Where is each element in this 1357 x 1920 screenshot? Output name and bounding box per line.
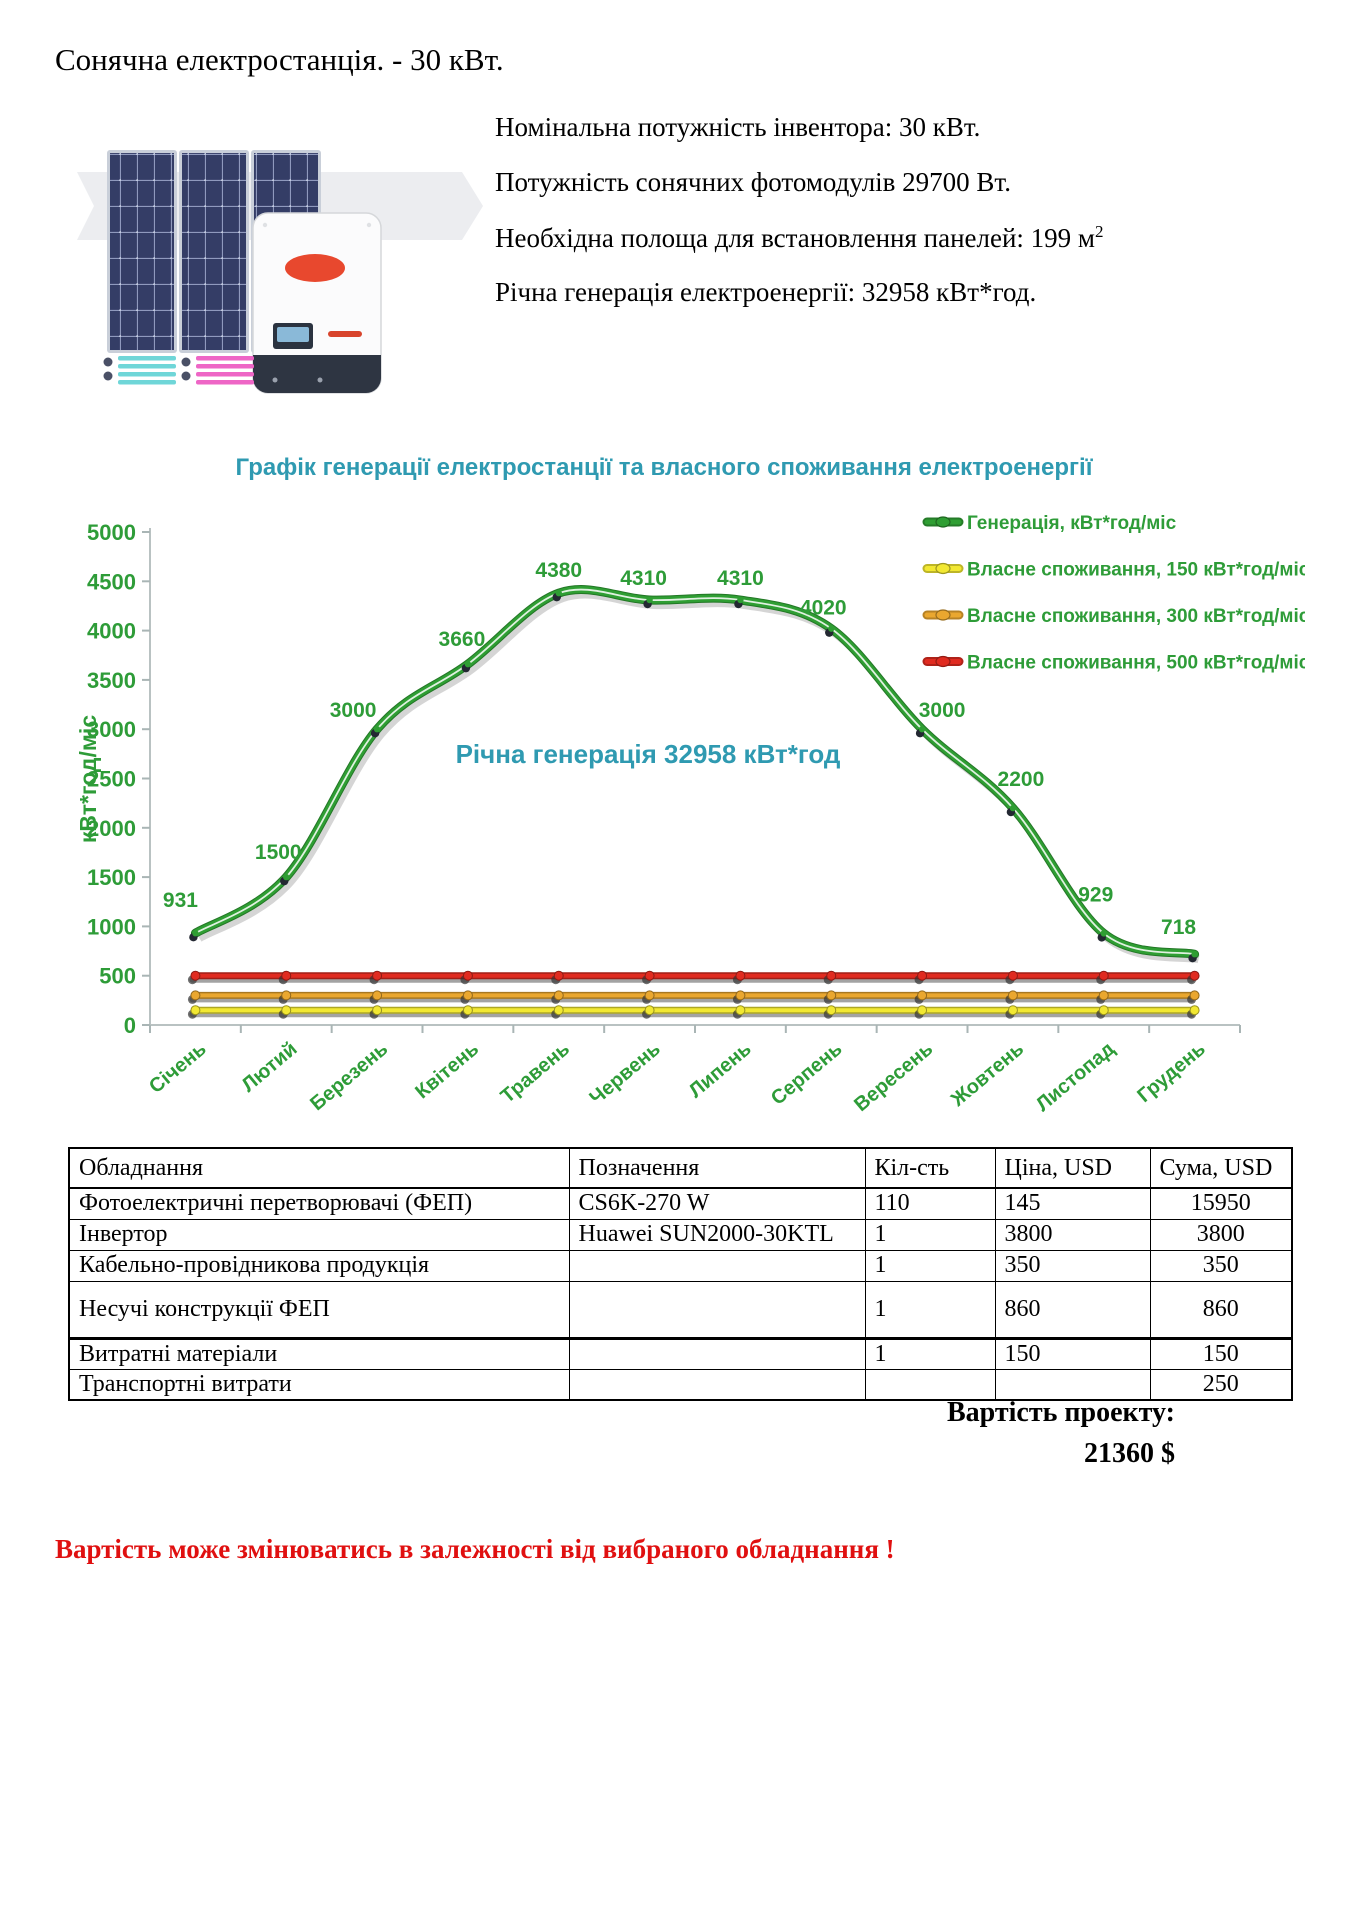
series-line <box>195 590 1197 955</box>
series-marker <box>645 971 654 980</box>
series-marker <box>737 597 743 603</box>
table-body <box>69 1188 1292 1400</box>
y-axis-tick-label: 500 <box>99 963 136 989</box>
y-axis-tick-label: 4500 <box>87 569 136 595</box>
table-cell <box>569 1281 865 1338</box>
spec-line-module-power: Потужність сонячних фотомодулів 29700 Вт. <box>495 167 1011 197</box>
legend-label: Власне споживання, 500 кВт*год/міс <box>967 652 1305 674</box>
y-axis-tick-label: 2500 <box>87 766 136 792</box>
spec-line-inverter-power: Номінальна потужність інвентора: 30 кВт. <box>495 112 981 142</box>
inverter-logo <box>285 254 345 282</box>
table-cell: 350 <box>1150 1250 1292 1281</box>
series-marker <box>918 1006 927 1015</box>
price-disclaimer: Вартість може змінюватись в залежності від вибраного обладнання ! <box>55 1534 895 1564</box>
table-cell: 3800 <box>1150 1219 1292 1250</box>
equipment-table <box>68 1147 1293 1401</box>
series-marker <box>736 991 745 1000</box>
spec-line-annual-generation: Річна генерація електроенергії: 32958 кВт*год. <box>495 277 1037 307</box>
series-marker <box>736 971 745 980</box>
month-label: Вересень <box>850 1037 938 1117</box>
legend-marker-dot <box>936 564 950 574</box>
series-marker <box>1008 971 1017 980</box>
data-label: 3660 <box>438 628 486 652</box>
inverter <box>253 213 381 393</box>
table-cell: CS6K-270 W <box>569 1188 865 1219</box>
generation-chart-block <box>70 445 1305 1145</box>
series-marker <box>1191 951 1197 957</box>
series-marker <box>1190 1006 1199 1015</box>
table-cell: 150 <box>995 1338 1150 1369</box>
table-cell <box>569 1250 865 1281</box>
table-cell: Інвертор <box>69 1219 569 1250</box>
y-axis-tick-label: 1000 <box>87 914 136 940</box>
series-marker <box>918 991 927 1000</box>
data-label: 3000 <box>329 699 377 723</box>
data-label: 3000 <box>918 699 966 723</box>
page-title: Сонячна електростанція. - 30 кВт. <box>55 42 504 77</box>
month-label: Лютий <box>237 1037 302 1097</box>
series-marker <box>1010 805 1016 811</box>
table-header-cell: Кіл-сть <box>865 1148 995 1188</box>
table-cell: Huawei SUN2000-30KTL <box>569 1219 865 1250</box>
legend-entry <box>927 606 1305 627</box>
series-marker <box>645 991 654 1000</box>
table-cell: Фотоелектричні перетворювачі (ФЕП) <box>69 1188 569 1219</box>
table-cell: 860 <box>995 1281 1150 1338</box>
series-marker <box>282 991 291 1000</box>
series-marker <box>283 874 289 880</box>
table-cell: 1 <box>865 1281 995 1338</box>
series-marker <box>191 1006 200 1015</box>
legend-entry <box>927 513 1177 534</box>
series-marker <box>282 971 291 980</box>
table-cell: Кабельно-провідникова продукція <box>69 1250 569 1281</box>
cables <box>104 356 255 385</box>
y-axis-tick-label: 3000 <box>87 717 136 743</box>
chart-annotation: Річна генерація 32958 кВт*год <box>455 739 841 769</box>
table-cell: 3800 <box>995 1219 1150 1250</box>
series-marker <box>554 1006 563 1015</box>
series-marker <box>374 726 380 732</box>
legend-label: Власне споживання, 300 кВт*год/міс <box>967 606 1305 627</box>
series-marker <box>463 991 472 1000</box>
month-label: Листопад <box>1031 1037 1119 1116</box>
table-cell: 110 <box>865 1188 995 1219</box>
series-marker <box>1099 971 1108 980</box>
month-label: Серпень <box>766 1037 847 1110</box>
series-marker <box>191 991 200 1000</box>
project-cost-label: Вартість проекту: <box>946 1397 1175 1428</box>
table-header-cell: Позначення <box>569 1148 865 1188</box>
series-marker <box>828 625 834 631</box>
product-illustration <box>70 103 490 415</box>
table-cell: 1 <box>865 1250 995 1281</box>
data-label: 1500 <box>254 841 302 865</box>
series-marker <box>373 971 382 980</box>
legend-marker-dot <box>936 517 950 527</box>
table-cell: 150 <box>1150 1338 1292 1369</box>
table-cell: Несучі конструкції ФЕП <box>69 1281 569 1338</box>
y-axis-tick-label: 1500 <box>87 865 136 891</box>
spec-list <box>495 112 1175 332</box>
month-label: Січень <box>145 1037 211 1098</box>
month-label: Квітень <box>411 1037 484 1104</box>
series-marker <box>827 971 836 980</box>
table-cell: 1 <box>865 1219 995 1250</box>
table-cell: Витратні матеріали <box>69 1338 569 1369</box>
data-label: 4380 <box>535 559 583 583</box>
series-marker <box>191 971 200 980</box>
table-cell: 350 <box>995 1250 1150 1281</box>
legend-entry <box>927 560 1305 581</box>
table-cell: 860 <box>1150 1281 1292 1338</box>
table-row <box>69 1188 1292 1219</box>
spec-line-area: Необхідна полоща для встановлення панелей: 199 $м^2$ <box>495 222 1104 253</box>
y-axis-tick-label: 5000 <box>87 520 136 545</box>
chart-title: Графік генерації електростанції та власного споживання електроенергії <box>235 454 1093 481</box>
series-marker <box>646 597 652 603</box>
y-axis-tick-label: 0 <box>123 1013 136 1038</box>
table-cell <box>569 1338 865 1369</box>
data-label: 718 <box>1161 916 1197 940</box>
series-marker <box>192 930 198 936</box>
data-label: 4310 <box>717 567 764 591</box>
series-marker <box>1008 991 1017 1000</box>
project-cost-value: 21360 $ <box>1084 1438 1175 1469</box>
generation-consumption-chart <box>70 445 1305 1145</box>
legend-label: Генерація, кВт*год/міс <box>967 513 1177 534</box>
month-label: Травень <box>496 1037 574 1108</box>
data-label: 931 <box>162 889 198 913</box>
series-marker <box>556 590 562 596</box>
series-marker <box>282 1006 291 1015</box>
series-marker <box>1190 991 1199 1000</box>
table-header-cell: Ціна, USD <box>995 1148 1150 1188</box>
table-row <box>69 1250 1292 1281</box>
series-marker <box>827 1006 836 1015</box>
table-row <box>69 1219 1292 1250</box>
data-label: 2200 <box>997 768 1045 792</box>
series-marker <box>1190 971 1199 980</box>
y-axis-tick-label: 3500 <box>87 667 136 693</box>
month-label: Червень <box>585 1037 665 1110</box>
series-marker <box>919 726 925 732</box>
series-marker <box>554 991 563 1000</box>
series-marker <box>1008 1006 1017 1015</box>
data-label: 4020 <box>799 596 847 620</box>
table-cell: 1 <box>865 1338 995 1369</box>
table-cell: 15950 <box>1150 1188 1292 1219</box>
y-axis-tick-label: 4000 <box>87 618 136 644</box>
month-label: Жовтень <box>947 1037 1029 1111</box>
series-marker <box>373 1006 382 1015</box>
month-label: Липень <box>684 1037 756 1103</box>
month-label: Грудень <box>1133 1037 1210 1108</box>
data-label: 929 <box>1078 883 1114 907</box>
series-marker <box>1099 991 1108 1000</box>
series-marker <box>1099 1006 1108 1015</box>
table-header-cell: Обладнання <box>69 1148 569 1188</box>
series-marker <box>918 971 927 980</box>
series-marker <box>736 1006 745 1015</box>
y-axis-tick-label: 2000 <box>87 815 136 841</box>
table-cell: Транспортні витрати <box>69 1369 569 1400</box>
series-marker <box>373 991 382 1000</box>
series-marker <box>463 971 472 980</box>
series-marker <box>463 1006 472 1015</box>
legend-entry <box>927 653 1305 674</box>
series-marker <box>465 661 471 667</box>
month-label: Березень <box>306 1037 393 1116</box>
legend-marker-dot <box>936 610 950 620</box>
series-marker <box>1101 930 1107 936</box>
legend-marker-dot <box>936 657 950 667</box>
y-axis-title: кВт*год/міс <box>75 714 101 844</box>
series-marker <box>827 991 836 1000</box>
table-cell: 250 <box>1150 1369 1292 1400</box>
legend-label: Власне споживання, 150 кВт*год/міс <box>967 559 1305 581</box>
table-row <box>69 1281 1292 1338</box>
data-label: 4310 <box>620 567 667 591</box>
table-cell: 145 <box>995 1188 1150 1219</box>
project-cost <box>675 1392 1175 1474</box>
table-row <box>69 1338 1292 1369</box>
table-head <box>69 1148 1292 1188</box>
table-header-cell: Сума, USD <box>1150 1148 1292 1188</box>
series-marker <box>645 1006 654 1015</box>
series-marker <box>554 971 563 980</box>
